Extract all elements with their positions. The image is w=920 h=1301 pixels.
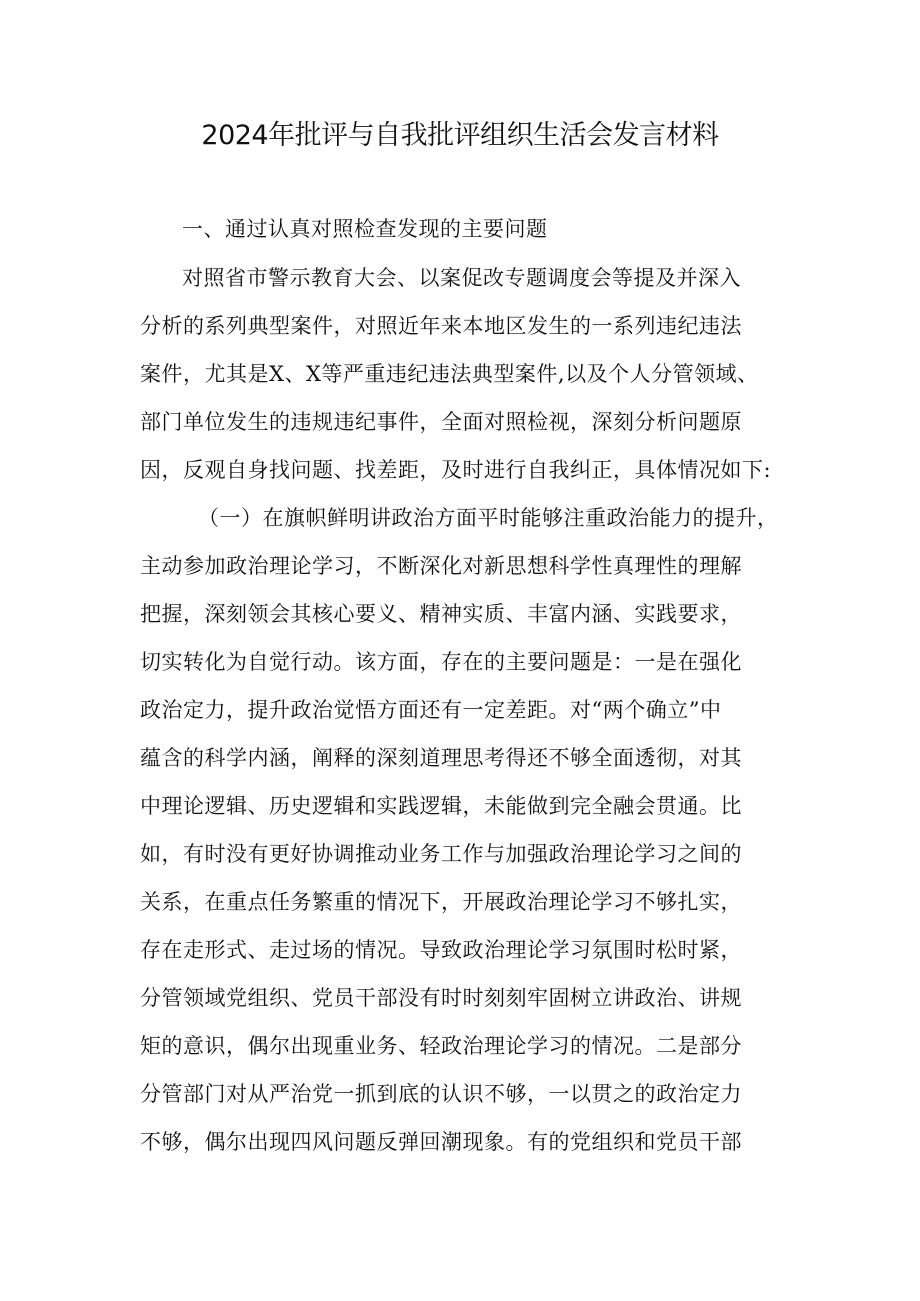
paragraph-line: 蕴含的科学内涵，阐释的深刻道理思考得还不够全面透彻，对其 [140,746,742,770]
paragraph-line: 分析的系列典型案件，对照近年来本地区发生的一系列违纪违法 [140,314,742,338]
paragraph-line: 因，反观自身找问题、找差距，及时进行自我纠正，具体情况如下: [140,458,772,482]
paragraph-line: 关系，在重点任务繁重的情况下，开展政治理论学习不够扎实， [140,890,742,914]
paragraph-line: 部门单位发生的违规违纪事件，全面对照检视，深刻分析问题原 [140,410,742,434]
paragraph-line: 中理论逻辑、历史逻辑和实践逻辑，未能做到完全融会贯通。比 [140,794,742,818]
subsection-line: （一）在旗帜鲜明讲政治方面平时能够注重政治能力的提升， [198,506,779,530]
document-title: 2024年批评与自我批评组织生活会发言材料 [201,120,719,151]
paragraph-line: 分管部门对从严治党一抓到底的认识不够，一以贯之的政治定力 [140,1082,742,1106]
paragraph-line: 政治定力，提升政治觉悟方面还有一定差距。对“两个确立”中 [140,698,722,722]
paragraph-line: 如，有时没有更好协调推动业务工作与加强政治理论学习之间的 [140,842,742,866]
paragraph-line: 案件，尤其是X、X等严重违纪违法典型案件,以及个人分管领域、 [140,362,759,386]
paragraph-line: 分管领域党组织、党员干部没有时时刻刻牢固树立讲政治、讲规 [140,986,742,1010]
paragraph-line: 主动参加政治理论学习，不断深化对新思想科学性真理性的理解 [140,554,742,578]
paragraph-line: 切实转化为自觉行动。该方面，存在的主要问题是：一是在强化 [140,650,742,674]
paragraph-line: 把握，深刻领会其核心要义、精神实质、丰富内涵、实践要求， [140,602,742,626]
paragraph-line: 对照省市警示教育大会、以案促改专题调度会等提及并深入 [182,266,741,290]
paragraph-line: 矩的意识，偶尔出现重业务、轻政治理论学习的情况。二是部分 [140,1034,742,1058]
paragraph-line: 不够，偶尔出现四风问题反弹回潮现象。有的党组织和党员干部 [140,1130,742,1154]
section-heading: 一、通过认真对照检查发现的主要问题 [182,217,548,241]
paragraph-line: 存在走形式、走过场的情况。导致政治理论学习氛围时松时紧， [140,938,742,962]
